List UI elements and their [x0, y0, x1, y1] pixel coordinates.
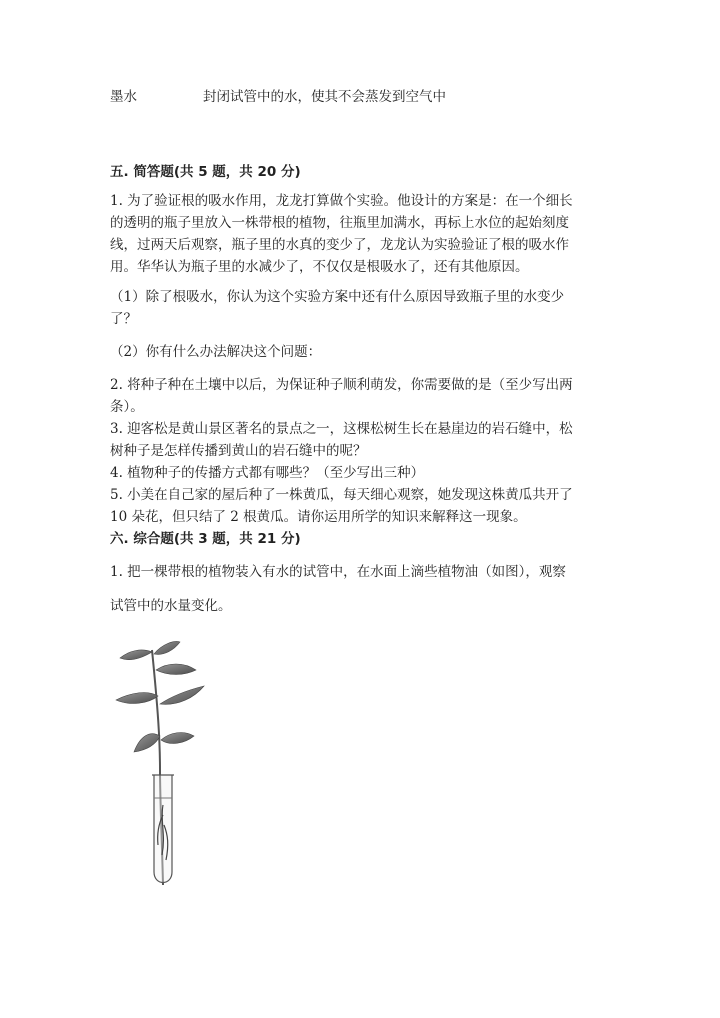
- text-line: （1）除了根吸水，你认为这个实验方案中还有什么原因导致瓶子里的水变少: [110, 289, 565, 305]
- text-line: 树种子是怎样传播到黄山的岩石缝中的呢？: [110, 443, 367, 459]
- text-line: 线，过两天后观察，瓶子里的水真的变少了，龙龙认为实验验证了根的吸水作: [110, 237, 569, 253]
- answer-description: 封闭试管中的水，使其不会蒸发到空气中: [203, 89, 446, 105]
- question-5-1-sub2: （2）你有什么办法解决这个问题：: [110, 344, 322, 360]
- questions-5-2-to-5-5: [110, 374, 610, 528]
- text-line: 2. 将种子种在土壤中以后，为保证种子顺利萌发，你需要做的是（至少写出两: [110, 377, 573, 393]
- text-line: 10 朵花，但只结了 2 根黄瓜。请你运用所学的知识来解释这一现象。: [110, 509, 527, 525]
- text-line: 用。华华认为瓶子里的水减少了，不仅仅是根吸水了，还有其他原因。: [110, 259, 529, 275]
- section-6-heading: 六. 综合题(共 3 题，共 21 分): [110, 531, 301, 547]
- text-line: 5. 小美在自己家的屋后种了一株黄瓜，每天细心观察，她发现这株黄瓜共开了: [110, 487, 573, 503]
- section-5-heading: 五. 简答题(共 5 题，共 20 分): [110, 164, 301, 180]
- text-line: 了？: [110, 311, 137, 327]
- plant-in-test-tube-icon: [108, 640, 218, 890]
- text-line: 的透明的瓶子里放入一株带根的植物，往瓶里加满水，再标上水位的起始刻度: [110, 215, 569, 231]
- text-line: 1. 为了验证根的吸水作用，龙龙打算做个实验。他设计的方案是：在一个细长: [110, 193, 573, 209]
- text-line: 4. 植物种子的传播方式都有哪些？（至少写出三种）: [110, 465, 425, 481]
- question-5-1-sub1: [110, 286, 610, 330]
- text-line: 条）。: [110, 399, 144, 415]
- answer-term: 墨水: [110, 89, 137, 105]
- question-5-1: [110, 190, 610, 278]
- question-6-1-line-1: 1. 把一棵带根的植物装入有水的试管中，在水面上滴些植物油（如图），观察: [110, 564, 566, 580]
- question-6-1-line-2: 试管中的水量变化。: [110, 598, 232, 614]
- text-line: 3. 迎客松是黄山景区著名的景点之一，这棵松树生长在悬崖边的岩石缝中，松: [110, 421, 573, 437]
